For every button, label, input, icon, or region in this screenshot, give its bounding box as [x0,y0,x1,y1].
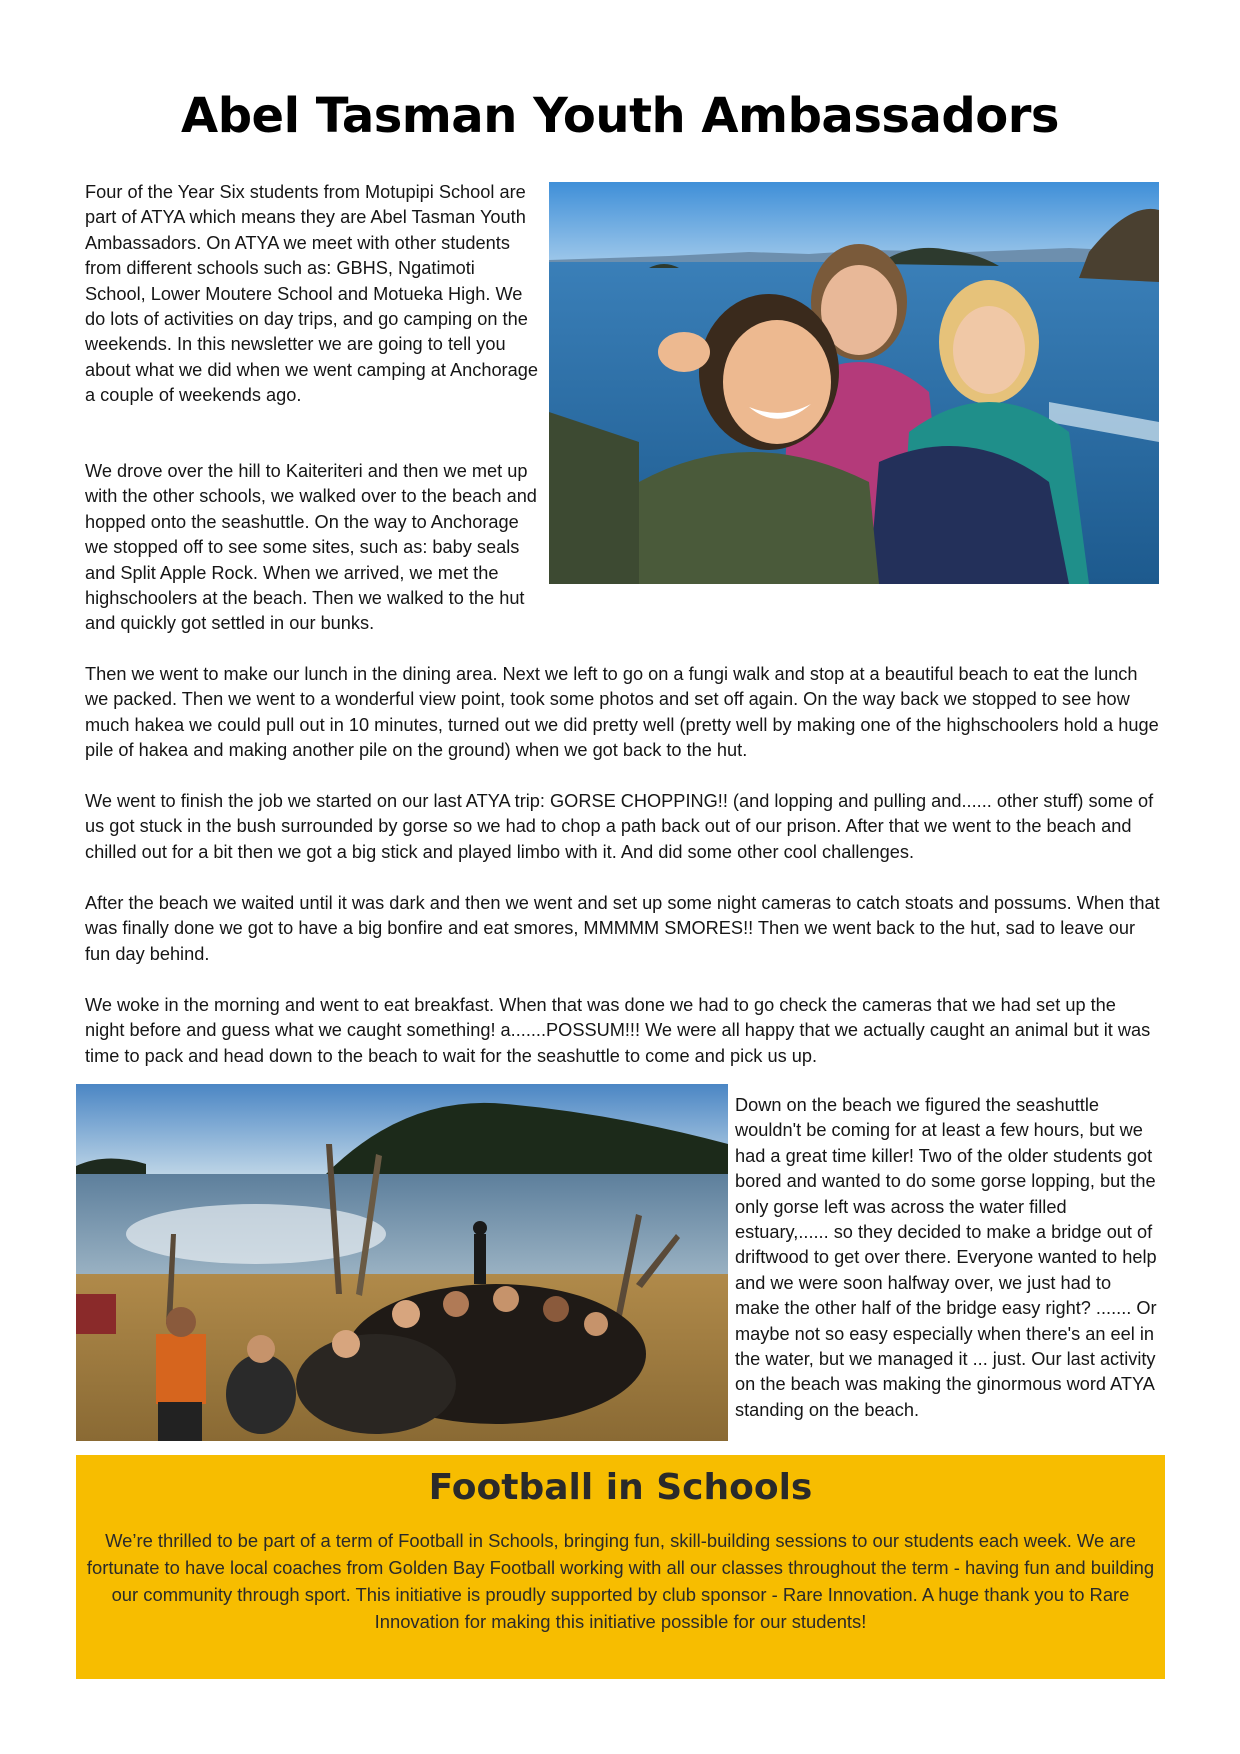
lunch-paragraph: Then we went to make our lunch in the dining area. Next we left to go on a fungi walk and stop at a beautiful beach to eat the lunch we packed. Then we went to a wonderful view point, took some photos and set off again. On the way back we stopped to see how much hakea we could pull out in 10 minutes, turned out we did pretty well (pretty well by making one of the highschoolers hold a huge pile of hakea and making another pile on the ground) when we got back to the hut. [85,664,1159,761]
intro-paragraph: Four of the Year Six students from Motupipi School are part of ATYA which means they are Abel Tasman Youth Ambassadors. On ATYA we meet with other students from different schools such as: GBHS, Ngatimoti School, Lower Moutere School and Motueka High. We do lots of activities on day trips, and go camping on the weekends. In this newsletter we are going to tell you about what we did when we went camping at Anchorage a couple of weekends ago. [85,182,538,406]
morning-paragraph: We woke in the morning and went to eat breakfast. When that was done we had to go check the cameras that we had set up the night before and guess what we caught something! a.......POSSUM!!! We were all happy that we actually caught an animal but it was time to pack and head down to the beach to wait for the seashuttle to come and pick us up. [85,995,1151,1066]
ambassadors-selfie-photo [549,182,1159,584]
football-in-schools-panel [76,1455,1165,1679]
night-paragraph: After the beach we waited until it was dark and then we went and set up some night cameras to catch stoats and possums. When that was finally done we got to have a big bonfire and eat smores, MMMMM SMORES!! Then we went back to the hut, sad to leave our fun day behind. [85,893,1160,964]
beach-group-photo [76,1084,728,1441]
drive-paragraph: We drove over the hill to Kaiteriteri and then we met up with the other schools, we walked over to the beach and hopped onto the seashuttle. On the way to Anchorage we stopped off to see some sites, such as: baby seals and Split Apple Rock. When we arrived, we met the highschoolers at the beach. Then we walked to the hut and quickly got settled in our bunks. [85,461,537,634]
beach-paragraph: Down on the beach we figured the seashuttle wouldn't be coming for at least a few hours, but we had a great time killer! Two of the older students got bored and wanted to do some gorse lopping, but the only gorse left was across the water filled estuary,...... so they decided to make a bridge out of driftwood to get over there. Everyone wanted to help and we were soon halfway over, we just had to make the other half of the bridge easy right? ....... Or maybe not so easy especially when there's an eel in the water, but we managed it ... just. Our last activity on the beach was making the ginormous word ATYA standing on the beach. [735,1095,1157,1420]
gorse-paragraph: We went to finish the job we started on our last ATYA trip: GORSE CHOPPING!! (and lopping and pulling and...... other stuff) some of us got stuck in the bush surrounded by gorse so we had to chop a path back out of our prison. After that we went to the beach and chilled out for a bit then we got a big stick and played limbo with it. And did some other cool challenges. [85,791,1154,862]
page-title: Abel Tasman Youth Ambassadors [181,88,1059,144]
football-title: Football in Schools [428,1467,813,1508]
football-body: We’re thrilled to be part of a term of Football in Schools, bringing fun, skill-building sessions to our students each week. We are fortunate to have local coaches from Golden Bay Football working with all our classes throughout the term - having fun and building our community through sport. This initiative is proudly supported by club sponsor - Rare Innovation. A huge thank you to Rare Innovation for making this initiative possible for our students! [86,1530,1155,1632]
